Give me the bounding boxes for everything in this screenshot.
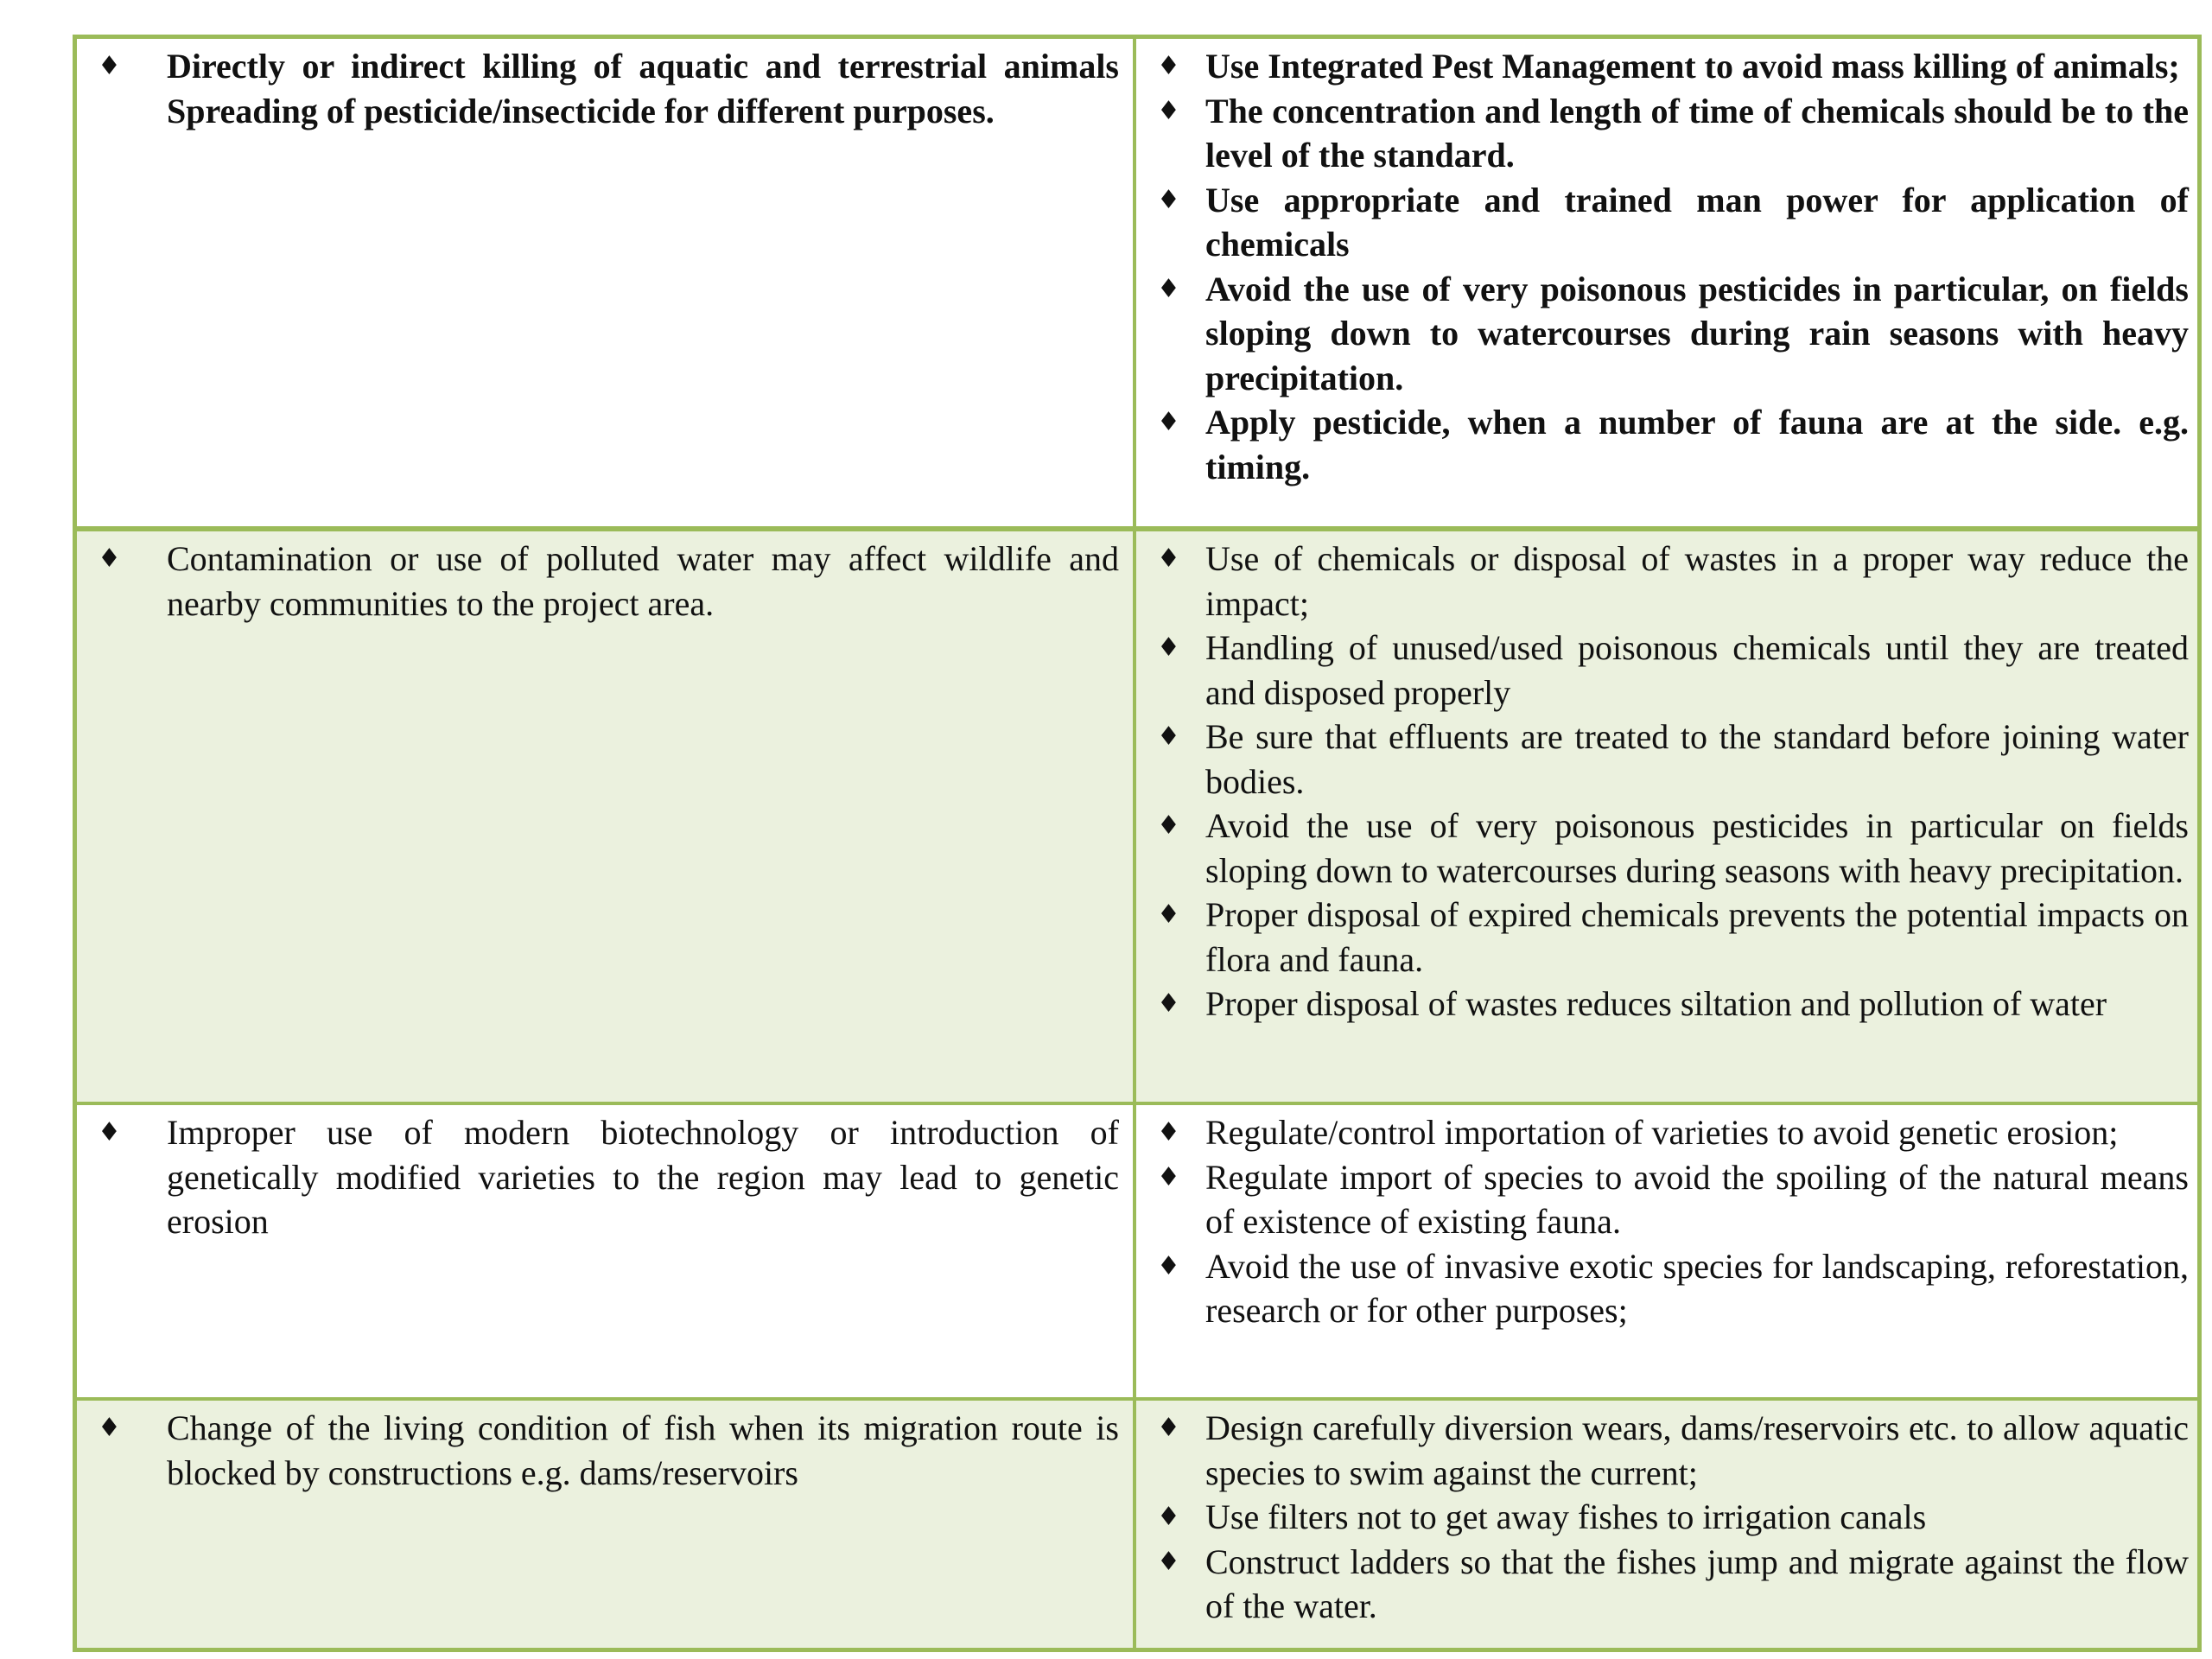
mitigation-text: Regulate/control importation of varieties to avoid genetic erosion; xyxy=(1205,1113,2119,1152)
list-item xyxy=(1157,626,2189,715)
mitigation-cell xyxy=(1136,1401,2197,1648)
mitigation-text: Use filters not to get away fishes to irrigation canals xyxy=(1205,1497,1927,1536)
diamond-bullet-icon: ♦ xyxy=(1157,1161,1180,1192)
table-row xyxy=(77,1102,2197,1397)
impact-text: Directly or indirect killing of aquatic and terrestrial animals Spreading of pesticide/insecticide for different purposes. xyxy=(167,47,1119,130)
list-item xyxy=(98,44,1119,133)
diamond-bullet-icon: ♦ xyxy=(98,1117,121,1147)
mitigation-text: Use appropriate and trained man power for application of chemicals xyxy=(1205,180,2189,264)
diamond-bullet-icon: ♦ xyxy=(1157,1546,1180,1577)
mitigation-table xyxy=(73,35,2202,1652)
list-item xyxy=(1157,400,2189,489)
diamond-bullet-icon: ♦ xyxy=(1157,899,1180,930)
diamond-bullet-icon: ♦ xyxy=(98,543,121,574)
diamond-bullet-icon: ♦ xyxy=(1157,184,1180,215)
diamond-bullet-icon: ♦ xyxy=(1157,1117,1180,1147)
list-item xyxy=(1157,804,2189,893)
list-item xyxy=(1157,537,2189,626)
mitigation-text: Use Integrated Pest Management to avoid mass killing of animals; xyxy=(1205,47,2180,86)
impact-cell xyxy=(77,1105,1136,1397)
mitigation-text: Avoid the use of very poisonous pesticides in particular, on fields sloping down to watercourses during rain seasons with heavy precipitation. xyxy=(1205,269,2189,397)
list-item xyxy=(1157,1495,2189,1540)
mitigation-cell xyxy=(1136,39,2197,526)
mitigation-text: Construct ladders so that the fishes jump and migrate against the flow of the water. xyxy=(1205,1541,2189,1625)
mitigation-cell xyxy=(1136,531,2197,1102)
list-item xyxy=(1157,715,2189,804)
mitigation-text: Avoid the use of very poisonous pesticides in particular on fields sloping down to watercourses during seasons with heavy precipitation. xyxy=(1205,806,2189,890)
diamond-bullet-icon: ♦ xyxy=(98,1413,121,1443)
list-item xyxy=(1157,1406,2189,1495)
list-item xyxy=(1157,893,2189,982)
diamond-bullet-icon: ♦ xyxy=(1157,988,1180,1019)
list-item xyxy=(98,1110,1119,1244)
mitigation-text: The concentration and length of time of chemicals should be to the level of the standard. xyxy=(1205,91,2189,175)
diamond-bullet-icon: ♦ xyxy=(1157,51,1180,81)
diamond-bullet-icon: ♦ xyxy=(1157,273,1180,304)
impact-cell xyxy=(77,1401,1136,1648)
mitigation-text: Proper disposal of wastes reduces siltation and pollution of water xyxy=(1205,984,2107,1023)
list-item xyxy=(98,537,1119,626)
impact-cell xyxy=(77,531,1136,1102)
list-item xyxy=(1157,44,2189,89)
diamond-bullet-icon: ♦ xyxy=(1157,95,1180,126)
diamond-bullet-icon: ♦ xyxy=(1157,810,1180,841)
mitigation-text: Apply pesticide, when a number of fauna are at the side. e.g. timing. xyxy=(1205,403,2189,486)
list-item xyxy=(1157,1244,2189,1333)
list-item xyxy=(1157,267,2189,401)
mitigation-cell xyxy=(1136,1105,2197,1397)
table-row xyxy=(77,526,2197,1102)
mitigation-text: Regulate import of species to avoid the spoiling of the natural means of existence of existing fauna. xyxy=(1205,1157,2189,1241)
diamond-bullet-icon: ♦ xyxy=(1157,721,1180,752)
mitigation-text: Proper disposal of expired chemicals prevents the potential impacts on flora and fauna. xyxy=(1205,895,2189,979)
impact-text: Improper use of modern biotechnology or introduction of genetically modified varieties to the region may lead to genetic erosion xyxy=(167,1113,1119,1241)
list-item xyxy=(1157,89,2189,178)
mitigation-text: Avoid the use of invasive exotic species for landscaping, reforestation, research or for other purposes; xyxy=(1205,1246,2189,1330)
mitigation-text: Design carefully diversion wears, dams/reservoirs etc. to allow aquatic species to swim against the current; xyxy=(1205,1408,2189,1492)
diamond-bullet-icon: ♦ xyxy=(1157,1413,1180,1443)
impact-text: Contamination or use of polluted water may affect wildlife and nearby communities to the project area. xyxy=(167,539,1119,623)
diamond-bullet-icon: ♦ xyxy=(1157,543,1180,574)
list-item xyxy=(1157,1540,2189,1629)
list-item xyxy=(98,1406,1119,1495)
mitigation-text: Use of chemicals or disposal of wastes in a proper way reduce the impact; xyxy=(1205,539,2189,623)
diamond-bullet-icon: ♦ xyxy=(1157,632,1180,663)
mitigation-text: Handling of unused/used poisonous chemicals until they are treated and disposed properly xyxy=(1205,628,2189,712)
list-item xyxy=(1157,982,2189,1027)
table-row xyxy=(77,1397,2197,1648)
diamond-bullet-icon: ♦ xyxy=(1157,1250,1180,1281)
impact-text: Change of the living condition of fish when its migration route is blocked by constructions e.g. dams/reservoirs xyxy=(167,1408,1119,1492)
impact-cell xyxy=(77,39,1136,526)
mitigation-text: Be sure that effluents are treated to the standard before joining water bodies. xyxy=(1205,717,2189,801)
diamond-bullet-icon: ♦ xyxy=(1157,1502,1180,1532)
list-item xyxy=(1157,1155,2189,1244)
list-item xyxy=(1157,178,2189,267)
list-item xyxy=(1157,1110,2189,1155)
table-row xyxy=(77,39,2197,526)
diamond-bullet-icon: ♦ xyxy=(1157,407,1180,437)
diamond-bullet-icon: ♦ xyxy=(98,51,121,81)
